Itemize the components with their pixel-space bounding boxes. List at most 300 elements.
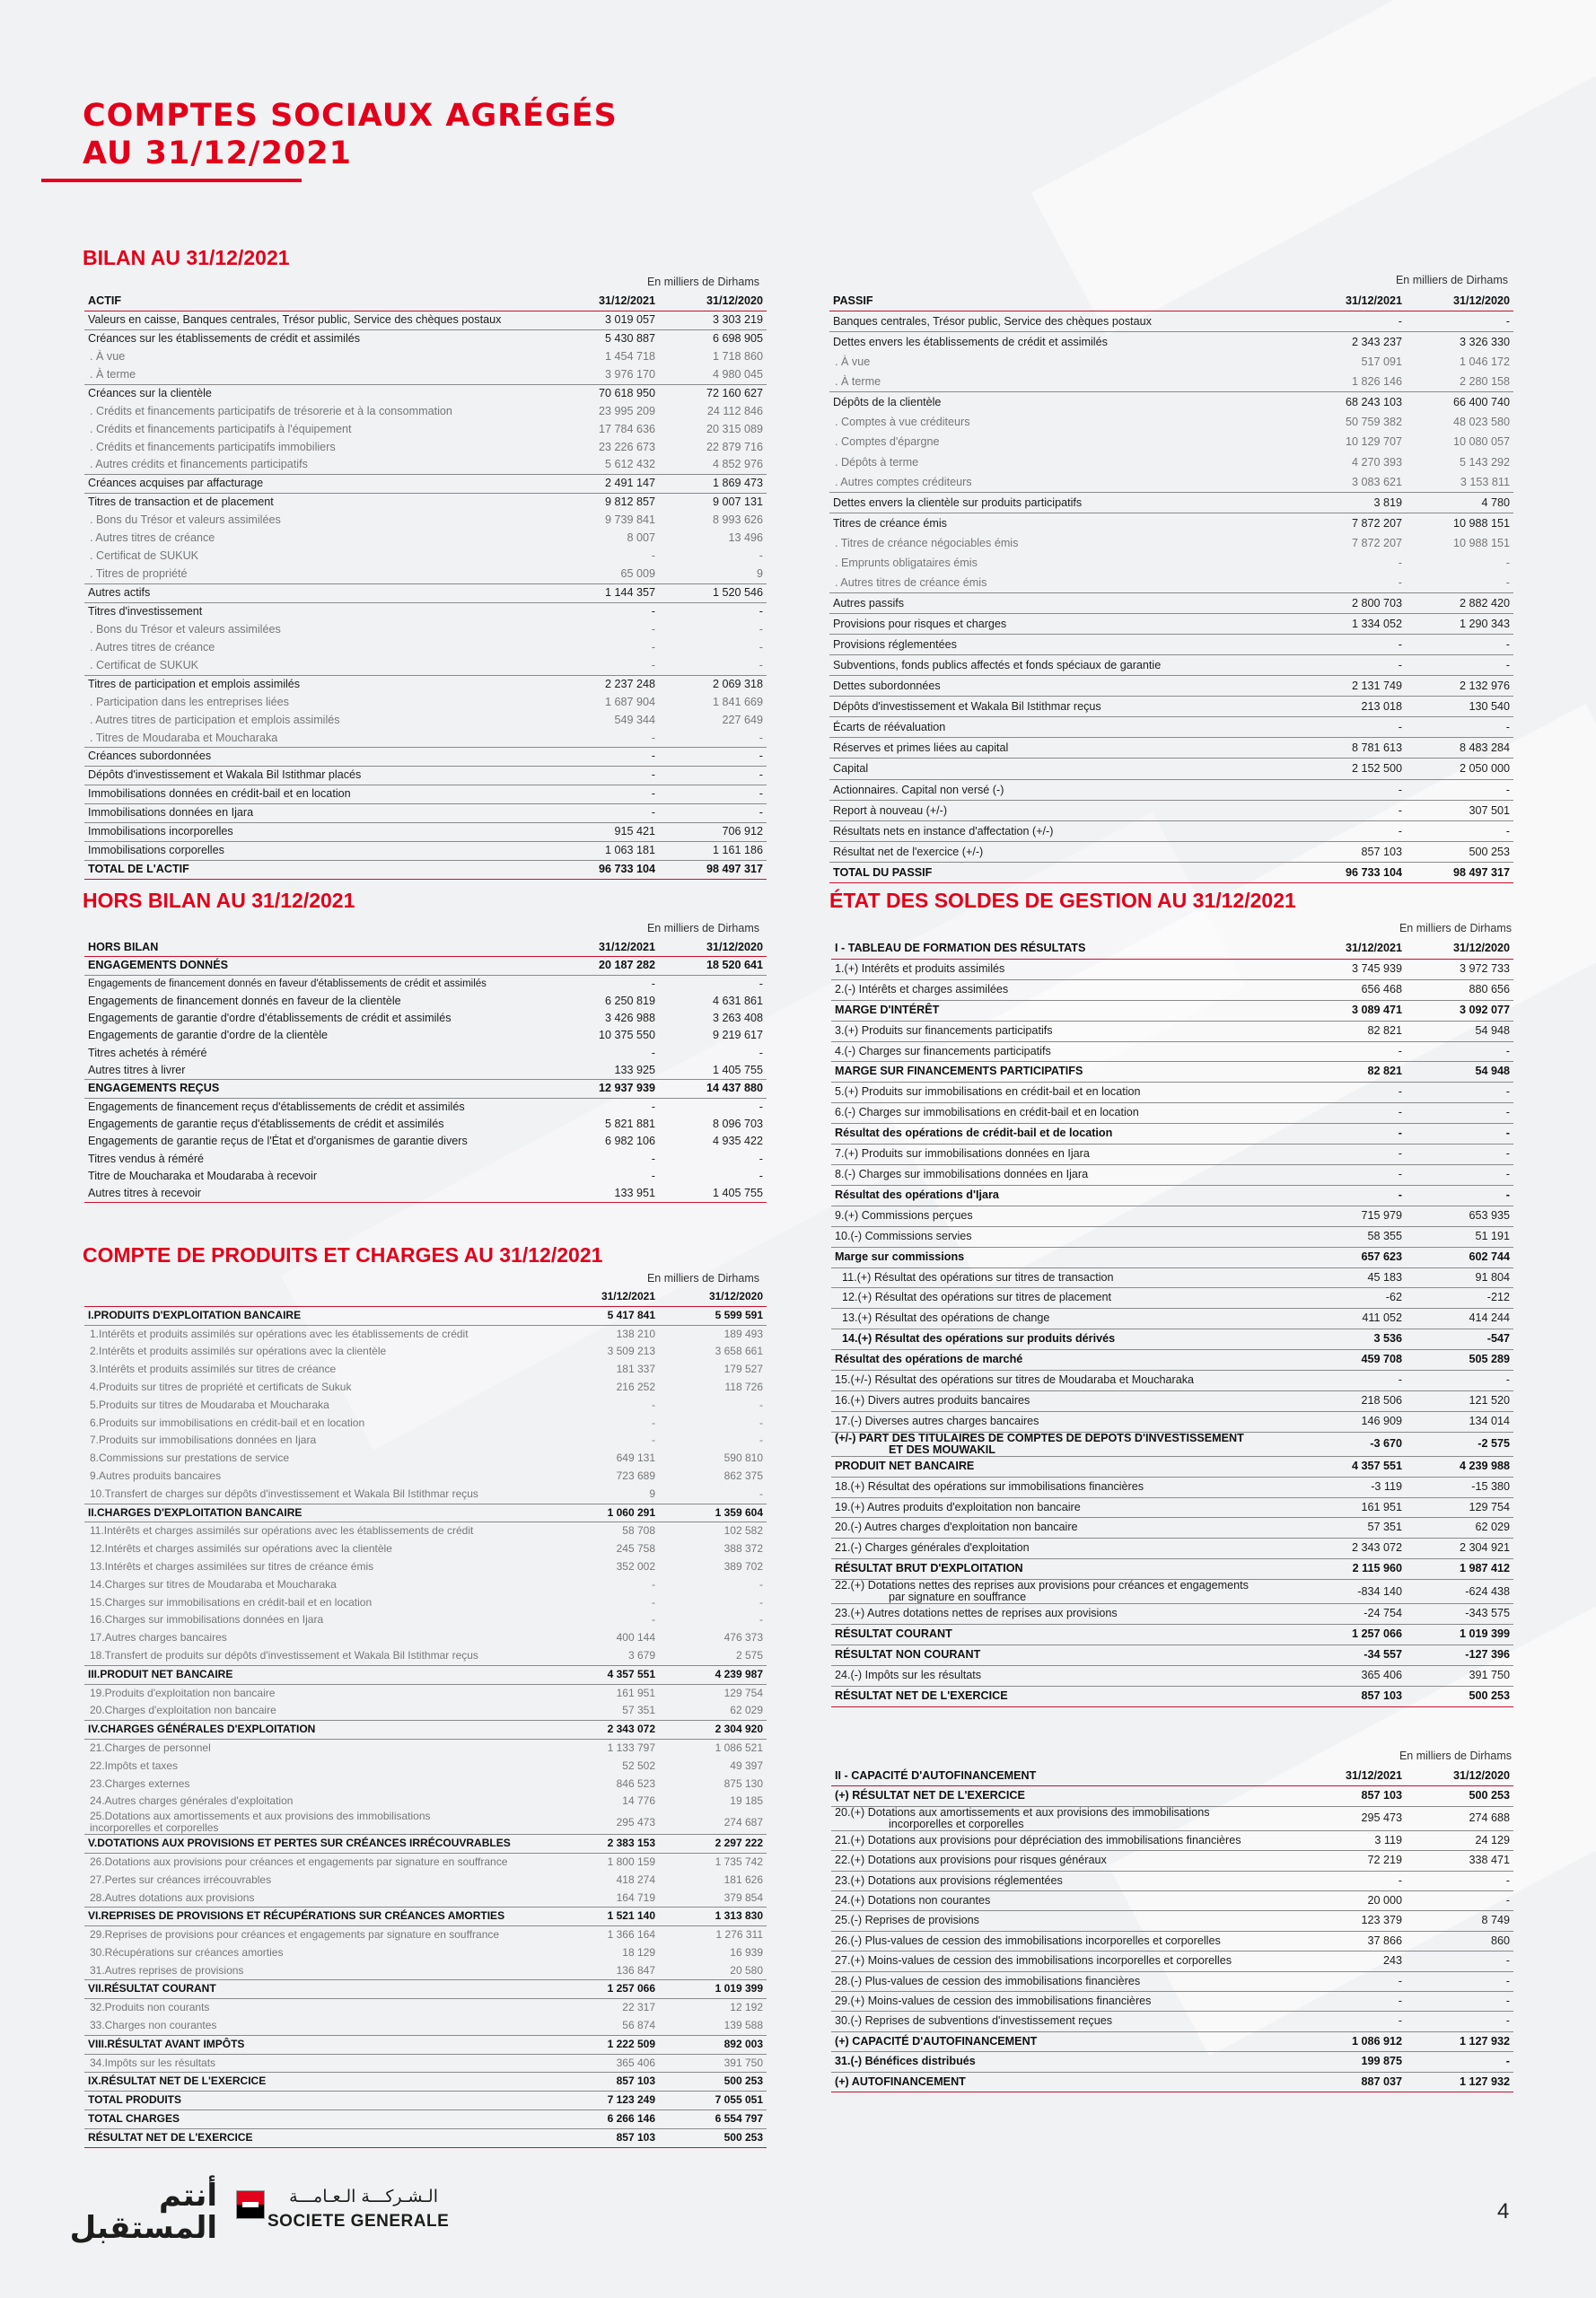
caf-row-value-2020: - (1406, 2012, 1513, 2031)
passif-row-value-2021: 7 872 207 (1351, 516, 1402, 530)
passif-row (829, 738, 1513, 759)
passif-row-label: . À vue (835, 355, 871, 369)
cpc-row (84, 1853, 767, 1871)
cpc-row (84, 2054, 767, 2073)
caf-row (831, 1971, 1513, 1991)
caf-row-label: 27.(+) Moins-values de cession des immobilisations incorporelles et corporelles (831, 1952, 1298, 1971)
passif-row-label: TOTAL DU PASSIF (829, 862, 1298, 882)
esg-row (831, 1477, 1513, 1497)
esg-row-label: 8.(-) Charges sur immobilisations données en Ijara (831, 1164, 1298, 1185)
cpc-row-value-2020: 875 130 (723, 1776, 763, 1790)
cpc-row-value-2021: 216 252 (616, 1380, 655, 1393)
passif-row-value-2020: - (1505, 556, 1510, 569)
hors-bilan-row-value-2020: 4 631 861 (712, 994, 763, 1007)
cpc-row-label: 24.Autres charges générales d'exploitation (90, 1794, 294, 1808)
actif-row-label: . Titres de propriété (84, 566, 551, 583)
cpc-row-value-2021: 181 337 (616, 1363, 655, 1376)
actif-row-value-2021: 8 007 (627, 531, 655, 545)
cpc-header-2020: 31/12/2020 (659, 1288, 767, 1306)
esg-row-value-2020: 54 948 (1406, 1021, 1513, 1041)
cpc-row-value-2021: 352 002 (616, 1559, 655, 1573)
esg-row-value-2020: - (1406, 1371, 1513, 1391)
caf-row-label: (+) RÉSULTAT NET DE L'EXERCICE (831, 1786, 1298, 1806)
cpc-row-value-2021: 9 (551, 1486, 659, 1504)
actif-row-value-2020: 8 993 626 (712, 513, 763, 527)
esg-row (831, 1645, 1513, 1666)
passif-row-value-2020: - (1406, 655, 1513, 676)
esg-row-value-2021: 715 979 (1298, 1206, 1406, 1226)
passif-row-label: . Dépôts à terme (835, 455, 919, 469)
hors-bilan-row (84, 1168, 767, 1185)
actif-row-value-2020: - (659, 785, 767, 804)
slogan-line2: المستقبل (69, 2210, 217, 2246)
actif-row-value-2021: - (651, 549, 655, 563)
actif-row (84, 403, 767, 421)
caf-row-label: 20.(+) Dotations aux amortissements et aux provisions des immobilisations incorporelles et corporelles (831, 1806, 1298, 1830)
esg-row-label: PRODUIT NET BANCAIRE (831, 1456, 1298, 1477)
passif-row-value-2021: - (1298, 311, 1406, 332)
hors-bilan-row-value-2020: - (759, 1152, 763, 1165)
caf-row-value-2020: 8 749 (1406, 1911, 1513, 1931)
passif-row-value-2021: - (1298, 717, 1406, 738)
esg-row-value-2021: -3 119 (1298, 1477, 1406, 1497)
actif-row-value-2021: 23 995 209 (598, 404, 655, 417)
esg-row-label: RÉSULTAT COURANT (831, 1625, 1298, 1645)
cpc-row (84, 1325, 767, 1343)
esg-row-value-2020: 91 804 (1406, 1267, 1513, 1288)
cpc-row (84, 1890, 767, 1908)
cpc-row-value-2020: 139 588 (659, 2017, 767, 2035)
actif-row (84, 804, 767, 823)
cpc-row-label: 29.Reprises de provisions pour créances et engagements par signature en souffrance (90, 1928, 500, 1942)
passif-row-value-2020: 5 143 292 (1459, 455, 1510, 469)
cpc-row-value-2020: 389 702 (723, 1559, 763, 1573)
cpc-row (84, 1415, 767, 1433)
passif-row-label: Actionnaires. Capital non versé (-) (829, 779, 1298, 800)
passif-row (829, 392, 1513, 413)
actif-row (84, 712, 767, 730)
caf-row-value-2021: 887 037 (1298, 2072, 1406, 2092)
esg-row-value-2021: - (1298, 1145, 1406, 1165)
actif-row-value-2021: 70 618 950 (598, 386, 655, 399)
cpc-row-value-2020: 62 029 (659, 1702, 767, 1720)
esg-row-value-2021: 657 623 (1298, 1247, 1406, 1267)
cpc-row-value-2020: 5 599 591 (659, 1306, 767, 1325)
caf-row-value-2021: 1 086 912 (1298, 2031, 1406, 2051)
esg-row (831, 1164, 1513, 1185)
cpc-header-2021: 31/12/2021 (551, 1288, 659, 1306)
hors-bilan-row-label: Engagements de garantie d'ordre d'établissements de crédit et assimilés (88, 1012, 452, 1025)
passif-row-value-2020: 10 988 151 (1452, 516, 1510, 530)
cpc-row-value-2020: 4 239 987 (659, 1665, 767, 1684)
cpc-row-value-2021: 161 951 (616, 1686, 655, 1699)
cpc-row-value-2020: 2 304 920 (659, 1721, 767, 1740)
passif-row-label: Banques centrales, Trésor public, Service des chèques postaux (829, 311, 1298, 332)
passif-row-value-2020: 3 326 330 (1459, 336, 1510, 349)
cpc-row (84, 1835, 767, 1854)
cpc-row-value-2021: - (652, 1577, 655, 1591)
cpc-row (84, 1397, 767, 1415)
esg-row-value-2020: 653 935 (1406, 1206, 1513, 1226)
cpc-row-label: 26.Dotations aux provisions pour créances et engagements par signature en souffrance (90, 1855, 508, 1868)
hors-bilan-row-value-2020: 18 520 641 (659, 957, 767, 975)
esg-row (831, 1580, 1513, 1604)
actif-row-value-2021: 9 812 857 (604, 496, 655, 509)
passif-row-value-2020: 4 780 (1406, 492, 1513, 513)
hors-bilan-row-label: Titres achetés à réméré (88, 1046, 207, 1059)
esg-row (831, 979, 1513, 1000)
caf-row-value-2020: 860 (1406, 1931, 1513, 1951)
cpc-row-label: 7.Produits sur immobilisations données en Ijara (90, 1434, 317, 1447)
caf-row-label: 23.(+) Dotations aux provisions réglementées (831, 1871, 1298, 1890)
cpc-row-value-2020: - (759, 1434, 763, 1447)
actif-row (84, 730, 767, 748)
cpc-row-label: 5.Produits sur titres de Moudaraba et Moucharaka (90, 1398, 329, 1411)
actif-row-value-2020: 1 869 473 (659, 475, 767, 494)
cpc-row-value-2021: 418 274 (616, 1873, 655, 1886)
cpc-row-value-2020: - (759, 1577, 763, 1591)
page-title-line1: COMPTES SOCIAUX AGRÉGÉS (83, 98, 618, 134)
caf-row-value-2021: 243 (1298, 1952, 1406, 1971)
passif-row-value-2021: 3 083 621 (1298, 472, 1406, 493)
hors-bilan-row-value-2020: 8 096 703 (712, 1117, 763, 1130)
passif-row (829, 472, 1513, 493)
cpc-row-value-2021: 164 719 (551, 1890, 659, 1908)
actif-row-value-2020: 1 841 669 (712, 695, 763, 708)
passif-row-value-2020: 10 080 057 (1452, 435, 1510, 449)
actif-row-value-2020: 3 303 219 (659, 311, 767, 329)
cpc-row-value-2021: 295 473 (551, 1811, 659, 1835)
caf-row-label: 26.(-) Plus-values de cession des immobilisations incorporelles et corporelles (831, 1931, 1298, 1951)
actif-row (84, 621, 767, 639)
cpc-row-label: 8.Commissions sur prestations de service (90, 1452, 290, 1465)
caf-row-value-2020: - (1406, 1992, 1513, 2012)
esg-row-value-2020: -212 (1406, 1288, 1513, 1309)
cpc-row (84, 2017, 767, 2035)
actif-row (84, 785, 767, 804)
cpc-row-label: 23.Charges externes (90, 1776, 190, 1790)
caf-row-value-2020: - (1406, 2052, 1513, 2072)
passif-row-value-2020: 1 290 343 (1406, 614, 1513, 635)
cpc-row-label: VIII.RÉSULTAT AVANT IMPÔTS (84, 2035, 551, 2054)
cpc-row-value-2020: 12 192 (730, 2001, 763, 2014)
hors-bilan-row-label: Engagements de financement donnés en faveur de la clientèle (88, 994, 401, 1007)
hors-bilan-row-label: Engagements de garantie reçus de l'État et d'organismes de garantie divers (88, 1135, 468, 1148)
hors-bilan-row-value-2021: - (651, 1152, 655, 1165)
cpc-title: COMPTE DE PRODUITS ET CHARGES AU 31/12/2021 (83, 1243, 603, 1267)
cpc-row-label: 11.Intérêts et charges assimilés sur opérations avec les établissements de crédit (90, 1524, 474, 1538)
cpc-row-label: 6.Produits sur immobilisations en crédit-bail et en location (90, 1416, 365, 1429)
hors-bilan-row-label: ENGAGEMENTS REÇUS (84, 1080, 551, 1098)
hors-bilan-row-value-2021: 133 951 (551, 1185, 659, 1203)
cpc-row (84, 1522, 767, 1540)
actif-row-value-2021: 5 430 887 (604, 331, 655, 345)
hors-bilan-row (84, 975, 767, 993)
cpc-row-value-2020: 1 019 399 (659, 1980, 767, 1999)
passif-row-value-2021: - (1298, 573, 1406, 593)
esg-header-2020: 31/12/2020 (1406, 939, 1513, 959)
esg-row-value-2021: 218 506 (1298, 1390, 1406, 1411)
passif-row-value-2020: 98 497 317 (1406, 862, 1513, 882)
actif-row-label: Titres de transaction et de placement (88, 496, 274, 509)
actif-row-value-2020: 13 496 (728, 531, 763, 545)
cpc-row-label: 14.Charges sur titres de Moudaraba et Moucharaka (90, 1577, 337, 1591)
caf-row (831, 2031, 1513, 2051)
esg-row-label: 6.(-) Charges sur immobilisations en crédit-bail et en location (831, 1103, 1298, 1124)
cpc-row (84, 2092, 767, 2110)
actif-row-value-2021: - (551, 804, 659, 823)
esg-row-value-2021: - (1298, 1103, 1406, 1124)
cpc-row-label: 19.Produits d'exploitation non bancaire (90, 1686, 276, 1699)
actif-row (84, 767, 767, 785)
esg-row-label: 22.(+) Dotations nettes des reprises aux provisions pour créances et engagements par signature en souffrance (831, 1580, 1298, 1604)
cpc-row-value-2020: 274 687 (659, 1811, 767, 1835)
passif-row (829, 614, 1513, 635)
esg-row-value-2020: - (1406, 1103, 1513, 1124)
actif-row-value-2020: 9 007 131 (712, 496, 763, 509)
cpc-row-value-2020: 102 582 (723, 1524, 763, 1538)
cpc-row-value-2021: 2 383 153 (551, 1835, 659, 1854)
actif-row-value-2021: 915 421 (551, 823, 659, 842)
passif-row (829, 655, 1513, 676)
cpc-row-value-2021: 1 366 164 (607, 1928, 655, 1942)
hors-bilan-row-value-2020: 1 405 755 (659, 1185, 767, 1203)
passif-row-value-2020: 10 988 151 (1452, 536, 1510, 549)
hors-bilan-row (84, 1116, 767, 1133)
esg-row-value-2020: 500 253 (1406, 1686, 1513, 1706)
caf-row-label: 21.(+) Dotations aux provisions pour dépréciation des immobilisations financières (831, 1830, 1298, 1850)
esg-title: ÉTAT DES SOLDES DE GESTION AU 31/12/2021 (829, 889, 1296, 912)
cpc-row (84, 1379, 767, 1397)
actif-row-label: Immobilisations données en Ijara (84, 804, 551, 823)
passif-row-value-2020: - (1406, 820, 1513, 841)
hors-bilan-row-label: Autres titres à livrer (84, 1062, 551, 1080)
esg-row (831, 1539, 1513, 1559)
passif-row (829, 332, 1513, 353)
cpc-row-value-2020: 179 527 (723, 1363, 763, 1376)
esg-unit-label: En milliers de Dirhams (1399, 922, 1512, 934)
cpc-row-value-2020: 16 939 (730, 1945, 763, 1959)
cpc-row-value-2021: 57 351 (551, 1702, 659, 1720)
actif-row-value-2021: - (551, 767, 659, 785)
page-title (83, 97, 618, 172)
title-underline (41, 179, 302, 182)
actif-row (84, 494, 767, 512)
cpc-row-value-2021: 857 103 (551, 2073, 659, 2092)
cpc-row-value-2020: 476 373 (723, 1631, 763, 1645)
actif-row (84, 456, 767, 474)
actif-row (84, 566, 767, 583)
caf-row-value-2020: - (1406, 1891, 1513, 1911)
actif-row-label: Valeurs en caisse, Banques centrales, Trésor public, Service des chèques postaux (84, 311, 551, 329)
esg-row-value-2020: -2 575 (1406, 1432, 1513, 1456)
cpc-row-label: TOTAL PRODUITS (84, 2092, 551, 2110)
passif-row-value-2021: 2 343 237 (1351, 336, 1402, 349)
esg-row-value-2020: - (1406, 1164, 1513, 1185)
actif-row (84, 530, 767, 548)
hors-bilan-row-value-2021: 3 426 988 (604, 1012, 655, 1025)
actif-row-label: . Autres titres de créance (90, 531, 215, 545)
hors-bilan-row-value-2021: 6 250 819 (604, 994, 655, 1007)
hors-bilan-header-label: HORS BILAN (84, 939, 551, 957)
actif-row-label: . À vue (90, 349, 126, 363)
passif-row (829, 841, 1513, 862)
cpc-row-value-2020: 590 810 (723, 1452, 763, 1465)
slogan-line1: أنتم (159, 2178, 217, 2214)
cpc-row-value-2020: 3 658 661 (715, 1345, 763, 1358)
esg-table (831, 939, 1513, 1707)
cpc-row-value-2020: - (659, 1486, 767, 1504)
hors-bilan-table (84, 939, 767, 1203)
hors-bilan-row-value-2020: 14 437 880 (659, 1080, 767, 1098)
caf-header-2020: 31/12/2020 (1406, 1767, 1513, 1786)
cpc-row-value-2020: 391 750 (659, 2054, 767, 2073)
passif-row-label: Dettes subordonnées (829, 676, 1298, 697)
caf-row-value-2021: - (1298, 2012, 1406, 2031)
passif-row-label: . Comptes à vue créditeurs (835, 416, 970, 429)
cpc-row-value-2020: 2 297 222 (659, 1835, 767, 1854)
page-number: 4 (1497, 2199, 1510, 2223)
cpc-row (84, 1908, 767, 1926)
caf-row-value-2020: - (1406, 1952, 1513, 1971)
caf-row (831, 1911, 1513, 1931)
actif-row-value-2020: - (659, 657, 767, 675)
actif-row-value-2021: 1 063 181 (551, 842, 659, 861)
hors-bilan-row-value-2020: - (759, 1046, 763, 1059)
cpc-row-value-2021: 846 523 (616, 1776, 655, 1790)
actif-header-2020: 31/12/2020 (659, 293, 767, 311)
hors-bilan-row-value-2021: - (651, 1169, 655, 1182)
hors-bilan-row-label: Engagements de financement donnés en faveur d'établissements de crédit et assimilés (88, 978, 487, 989)
esg-row-value-2021: 459 708 (1298, 1350, 1406, 1371)
esg-row (831, 1185, 1513, 1206)
hors-bilan-row-value-2021: - (651, 977, 655, 990)
passif-row-value-2020: 2 132 976 (1406, 676, 1513, 697)
cpc-row (84, 1962, 767, 1980)
cpc-row (84, 1721, 767, 1740)
esg-row-label: 14.(+) Résultat des opérations sur produits dérivés (831, 1329, 1298, 1350)
actif-row-value-2020: 1 718 860 (712, 349, 763, 363)
actif-row-value-2021: 3 976 170 (551, 366, 659, 384)
actif-row-label: . Crédits et financements participatifs de trésorerie et à la consommation (90, 404, 452, 417)
cpc-row-value-2020: 19 185 (730, 1794, 763, 1808)
esg-row-label: Résultat des opérations de marché (831, 1350, 1298, 1371)
passif-row (829, 352, 1513, 372)
esg-row-value-2021: 656 468 (1298, 979, 1406, 1000)
actif-row-value-2021: 1 144 357 (551, 584, 659, 603)
caf-row (831, 1992, 1513, 2012)
cpc-row-label: VII.RÉSULTAT COURANT (84, 1980, 551, 1999)
societe-generale-logo-icon (236, 2190, 265, 2219)
hors-bilan-row-value-2021: 20 187 282 (551, 957, 659, 975)
actif-row-label: . Autres crédits et financements participatifs (84, 456, 551, 474)
esg-row-label: 9.(+) Commissions perçues (831, 1206, 1298, 1226)
esg-row-label: 13.(+) Résultat des opérations de change (831, 1309, 1298, 1329)
cpc-row-value-2020: 892 003 (659, 2035, 767, 2054)
passif-row-value-2021: - (1398, 556, 1402, 569)
cpc-row (84, 1343, 767, 1361)
cpc-row (84, 1306, 767, 1325)
esg-row (831, 1371, 1513, 1391)
passif-row-value-2021: 10 129 707 (1345, 435, 1402, 449)
passif-row-value-2020: - (1406, 311, 1513, 332)
passif-row-label: . Titres de créance négociables émis (835, 536, 1019, 549)
cpc-row-value-2020: 500 253 (659, 2128, 767, 2147)
cpc-row-value-2020: 129 754 (723, 1686, 763, 1699)
passif-row (829, 311, 1513, 332)
actif-row-value-2020: 72 160 627 (706, 386, 763, 399)
passif-row (829, 372, 1513, 392)
passif-row (829, 553, 1513, 573)
cpc-row (84, 2035, 767, 2054)
actif-row (84, 748, 767, 767)
esg-row (831, 1247, 1513, 1267)
hors-bilan-row-value-2020: 3 263 408 (712, 1012, 763, 1025)
esg-row-value-2021: 3 089 471 (1298, 1000, 1406, 1021)
cpc-row-label: II.CHARGES D'EXPLOITATION BANCAIRE (84, 1504, 551, 1522)
hors-bilan-row (84, 1062, 767, 1080)
cpc-row (84, 1872, 767, 1890)
cpc-row (84, 1776, 767, 1794)
actif-row-label: . À terme (84, 366, 551, 384)
actif-row-value-2021: - (551, 657, 659, 675)
actif-row-label: . Participation dans les entreprises liées (90, 695, 289, 708)
cpc-row-value-2021: 5 417 841 (551, 1306, 659, 1325)
esg-row-value-2020: -127 396 (1406, 1645, 1513, 1666)
esg-row (831, 1124, 1513, 1145)
passif-row-label: . À terme (829, 372, 1298, 392)
cpc-row (84, 1793, 767, 1811)
esg-row-label: 23.(+) Autres dotations nettes de reprises aux provisions (831, 1604, 1298, 1625)
hors-bilan-row-label: Engagements de garantie reçus d'établissements de crédit et assimilés (88, 1117, 444, 1130)
actif-row-value-2021: 549 344 (614, 713, 655, 726)
caf-row (831, 1786, 1513, 1806)
cpc-row-label: III.PRODUIT NET BANCAIRE (84, 1665, 551, 1684)
actif-table (84, 293, 767, 880)
esg-row-value-2021: 45 183 (1298, 1267, 1406, 1288)
esg-row-value-2021: 2 115 960 (1298, 1559, 1406, 1580)
actif-row-label: . Certificat de SUKUK (84, 657, 551, 675)
esg-row (831, 1456, 1513, 1477)
esg-row-value-2020: - (1406, 1083, 1513, 1103)
actif-row-value-2021: 23 226 673 (598, 440, 655, 453)
caf-header-2021: 31/12/2021 (1298, 1767, 1406, 1786)
passif-row-value-2021: 96 733 104 (1298, 862, 1406, 882)
actif-row-value-2020: - (759, 549, 763, 563)
esg-row-value-2020: 2 304 921 (1406, 1539, 1513, 1559)
actif-row-label: . Bons du Trésor et valeurs assimilées (90, 622, 281, 636)
esg-row-value-2021: - (1298, 1124, 1406, 1145)
cpc-row (84, 1702, 767, 1720)
esg-row-label: 1.(+) Intérêts et produits assimilés (831, 959, 1298, 979)
actif-row-value-2020: 6 698 905 (712, 331, 763, 345)
esg-row-value-2021: 3 536 (1298, 1329, 1406, 1350)
caf-header-label: II - CAPACITÉ D'AUTOFINANCEMENT (831, 1767, 1298, 1786)
esg-row-label: 21.(-) Charges générales d'exploitation (831, 1539, 1298, 1559)
caf-row-label: 30.(-) Reprises de subventions d'investissement reçues (831, 2012, 1298, 2031)
cpc-table (84, 1288, 767, 2148)
esg-row-value-2021: 82 821 (1298, 1062, 1406, 1083)
caf-row-value-2021: - (1298, 1992, 1406, 2012)
cpc-row (84, 1576, 767, 1594)
actif-row-label: Immobilisations incorporelles (84, 823, 551, 842)
esg-row-value-2020: - (1406, 1041, 1513, 1062)
passif-row (829, 676, 1513, 697)
hors-bilan-row-label: ENGAGEMENTS DONNÉS (84, 957, 551, 975)
caf-row (831, 1806, 1513, 1830)
esg-row-label: 2.(-) Intérêts et charges assimilées (831, 979, 1298, 1000)
cpc-row-value-2021: 245 758 (616, 1542, 655, 1556)
